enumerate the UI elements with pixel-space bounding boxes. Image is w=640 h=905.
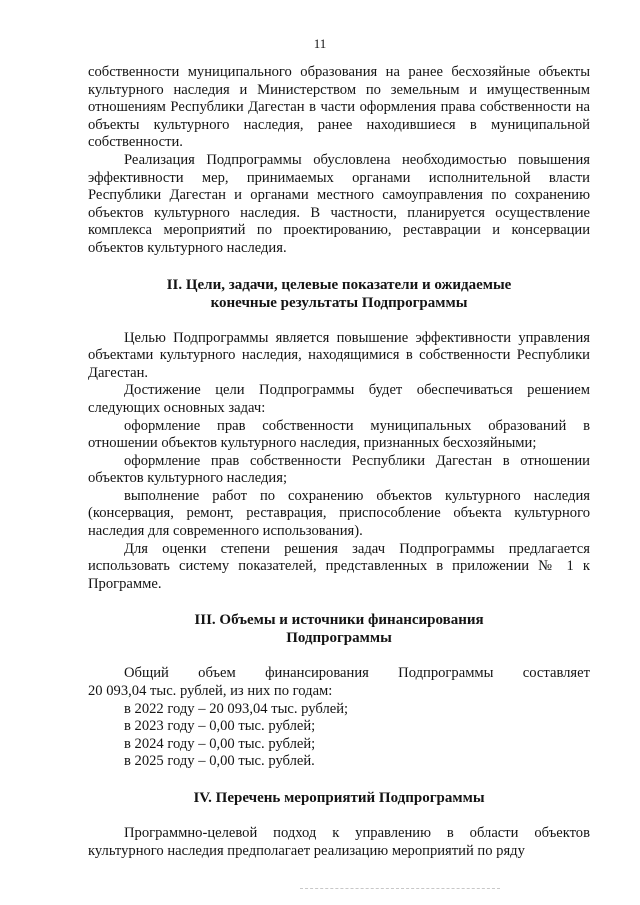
section-4-heading: IV. Перечень мероприятий Подпрограммы	[193, 790, 485, 806]
paragraph-indicators: Для оценки степени решения задач Подпрограммы предлагается использовать систему показателей, представленных в приложении № 1 к Программе.	[88, 540, 590, 592]
paragraph-continuation: собственности муниципального образования на ранее бесхозяйные объекты культурного наследия и Министерством по земельным и имущественным отношениям Республики Дагестан в части оформления права собственности на объекты культурного наследия, ранее находившиеся в муниципальной собственности.	[88, 64, 590, 151]
funding-year-2024: в 2024 году – 0,00 тыс. рублей;	[124, 735, 316, 752]
paragraph-task-3: выполнение работ по сохранению объектов культурного наследия (консервация, ремонт, реставрация, приспособление объекта культурного наследия для современного использования).	[88, 487, 590, 540]
page-number: 11	[313, 36, 327, 51]
paragraph-implementation: Реализация Подпрограммы обусловлена необходимостью повышения эффективности мер, принимаемых органами исполнительной власти Республики Дагестан и органами местного самоуправления по сохранению объектов культурного наследия. В частности, планируется осуществление комплекса мероприятий по проектированию, реставрации и консервации объектов культурного наследия.	[88, 151, 590, 256]
section-3-heading-line1: III. Объемы и источники финансирования	[194, 612, 484, 629]
funding-total-amount: 20 093,04 тыс. рублей, из них по годам:	[88, 683, 333, 700]
funding-year-2025: в 2025 году – 0,00 тыс. рублей.	[124, 753, 315, 770]
document-body	[88, 64, 590, 860]
scan-artifact	[300, 888, 500, 890]
paragraph-task-1: оформление прав собственности муниципальных образований в отношении объектов культурного наследия, признанных бесхозяйными;	[88, 417, 590, 452]
section-3-heading-line2: Подпрограммы	[286, 630, 392, 647]
section-2-heading	[88, 276, 590, 312]
funding-year-2022: в 2022 году – 20 093,04 тыс. рублей;	[124, 700, 349, 717]
paragraph-activities: Программно-целевой подход к управлению в области объектов культурного наследия предполагает реализацию мероприятий по ряду	[88, 825, 590, 859]
funding-year-2023: в 2023 году – 0,00 тыс. рублей;	[124, 718, 316, 735]
paragraph-tasks-intro: Достижение цели Подпрограммы будет обеспечиваться решением следующих основных задач:	[88, 382, 590, 416]
section-3-heading	[88, 611, 590, 647]
section-2-heading-line1: II. Цели, задачи, целевые показатели и ожидаемые	[166, 276, 512, 293]
section-2-heading-line2: конечные результаты Подпрограммы	[210, 294, 468, 311]
paragraph-goal: Целью Подпрограммы является повышение эффективности управления объектами культурного наследия, находящимися в собственности Республики Дагестан.	[88, 329, 590, 381]
paragraph-task-2: оформление прав собственности Республики Дагестан в отношении объектов культурного наследия;	[88, 452, 590, 487]
funding-total-line: Общий объем финансирования Подпрограммы составляет	[124, 665, 590, 682]
